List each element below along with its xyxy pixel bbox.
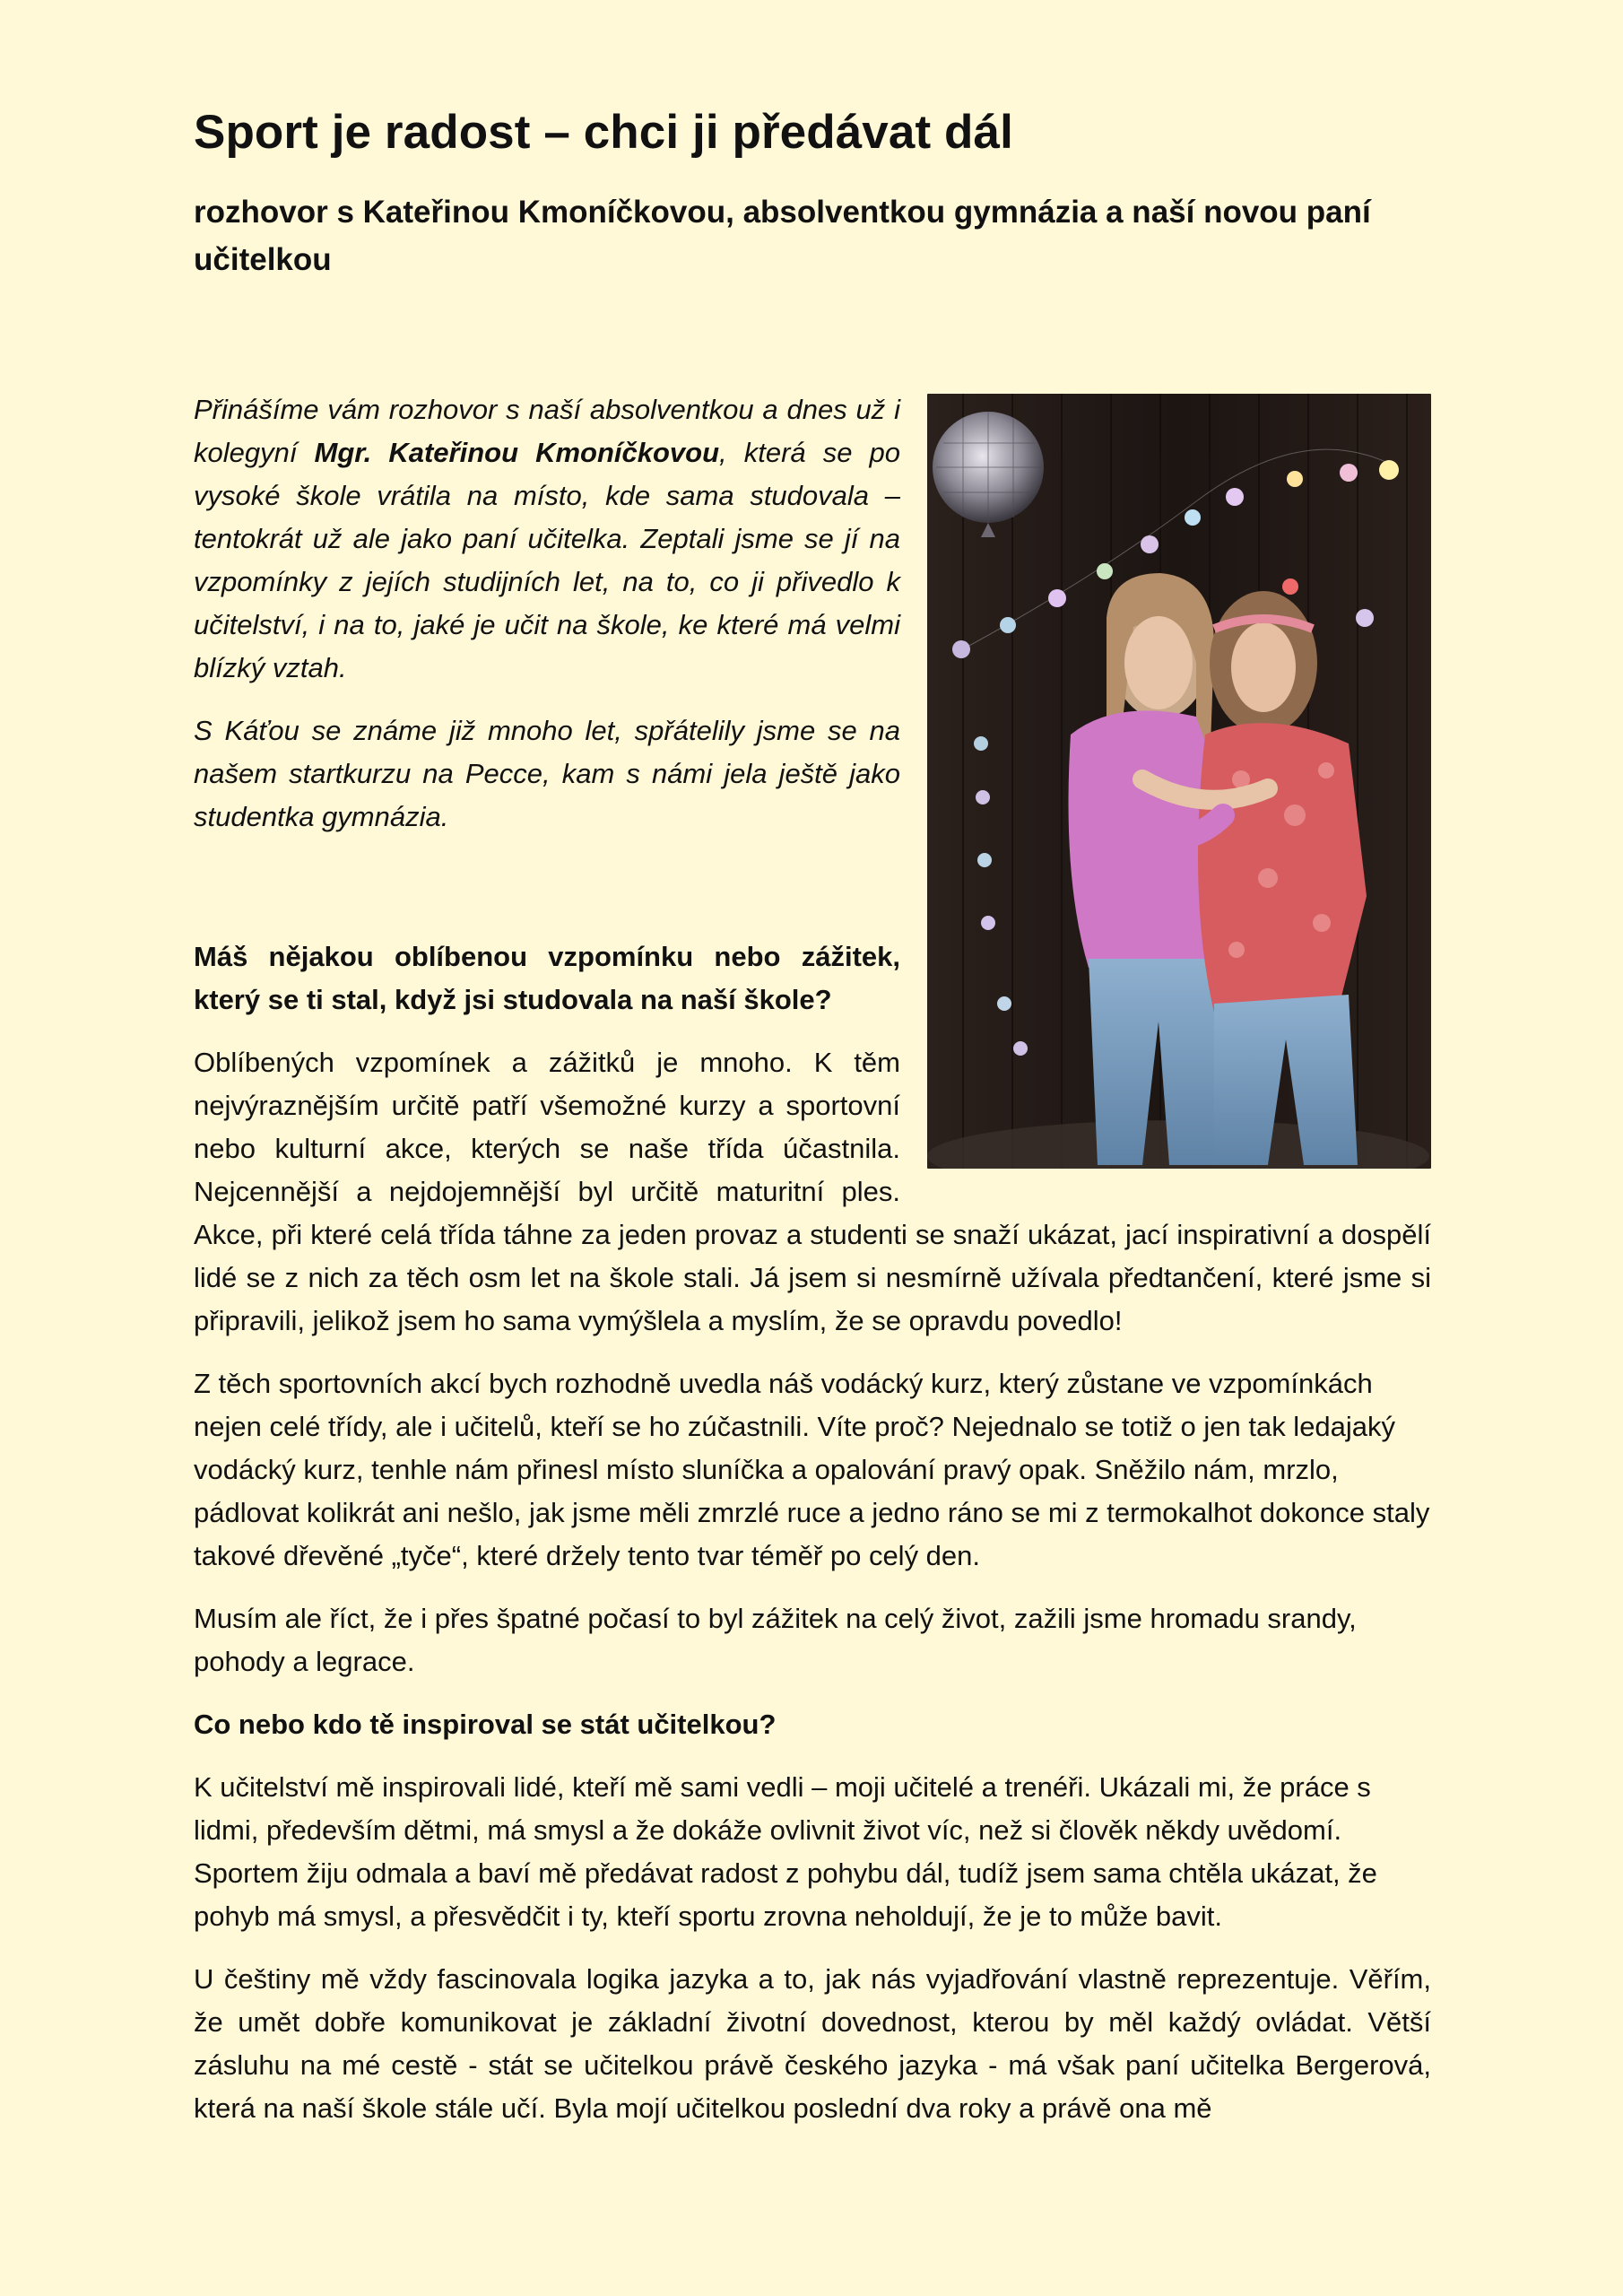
answer-1-paragraph-1: Oblíbených vzpomínek a zážitků je mnoho. K těm nejvýraznějším určitě patří všemožné kurzy a sportovní nebo kulturní akce, kterých se naše třída účastnila. Nejcennější a nejdojemnější byl určitě maturitní ples. Akce, při které celá třída táhne za jeden provaz a studenti se snaží ukázat, jací inspirativní a dospělí lidé se z nich za těch osm let na škole stali. Já jsem si nesmírně užívala předtančení, které jsme si připravili, jelikož jsem ho sama vymýšlela a myslím, že se opravdu povedlo! bbox=[194, 1047, 1431, 1336]
article-subtitle: rozhovor s Kateřinou Kmoníčkovou, absolventkou gymnázia a naší novou paní učitelkou bbox=[194, 195, 1371, 277]
photo-two-women-hugging bbox=[927, 394, 1431, 1169]
answer-2-paragraph-1: K učitelství mě inspirovali lidé, kteří mě sami vedli – moji učitelé a trenéři. Ukázali mi, že práce s lidmi, především dětmi, má smysl a že dokáže ovlivnit život víc, než si člověk někdy uvědomí. Sportem žiju odmala a baví mě předávat radost z pohybu dál, tudíž jsem sama chtěla ukázat, že pohyb má smysl, a přesvědčit i ty, kteří sportu zrovna neholdují, že je to může bavit. bbox=[194, 1771, 1377, 1932]
intro-p1-start: Přinášíme vám rozhovor s naší absolventkou a dnes už i kolegyní bbox=[194, 394, 900, 468]
photo-illustration bbox=[927, 394, 1431, 1169]
intro-p1-end: , která se po vysoké škole vrátila na místo, kde sama studovala – tentokrát už ale jako paní učitelka. Zeptali jsme se jí na vzpomínky z jejích studijních let, na to, co ji přivedlo k učitelství, i na to, jaké je učit na škole, ke které má velmi blízký vztah. bbox=[194, 437, 900, 683]
answer-1-paragraph-3: Musím ale říct, že i přes špatné počasí to byl zážitek na celý život, zažili jsme hromadu srandy, pohody a legrace. bbox=[194, 1603, 1357, 1677]
article-title: Sport je radost – chci ji předávat dál bbox=[194, 106, 1013, 159]
answer-2-paragraph-2: U češtiny mě vždy fascinovala logika jazyka a to, jak nás vyjadřování vlastně reprezentuje. Věřím, že umět dobře komunikovat je základní životní dovednost, kterou by měl každý ovládat. Větší zásluhu na mé cestě - stát se učitelkou právě českého jazyka - má však paní učitelka Bergerová, která na naší škole stále učí. Byla mojí učitelkou poslední dva roky a právě ona mě bbox=[194, 1963, 1431, 2124]
article bbox=[194, 97, 1431, 2150]
answer-1-paragraph-2: Z těch sportovních akcí bych rozhodně uvedla náš vodácký kurz, který zůstane ve vzpomínkách nejen celé třídy, ale i učitelů, kteří se ho zúčastnili. Víte proč? Nejednalo se totiž o jen tak ledajaký vodácký kurz, tenhle nám přinesl místo sluníčka a opalování pravý opak. Sněžilo nám, mrzlo, pádlovat kolikrát ani nešlo, jak jsme měli zmrzlé ruce a jedno ráno se mi z termokalhot dokonce staly takové dřevěné „tyče“, které držely tento tvar téměř po celý den. bbox=[194, 1368, 1430, 1571]
teacher-name: Mgr. Kateřinou Kmoníčkovou bbox=[314, 437, 720, 468]
question-1: Máš nějakou oblíbenou vzpomínku nebo zážitek, který se ti stal, když jsi studovala na naší škole? bbox=[194, 941, 900, 1015]
intro-paragraph-2: S Káťou se známe již mnoho let, spřátelily jsme se na našem startkurzu na Pecce, kam s námi jela ještě jako studentka gymnázia. bbox=[194, 715, 900, 832]
intro-section bbox=[194, 388, 1431, 2130]
question-2: Co nebo kdo tě inspiroval se stát učitelkou? bbox=[194, 1709, 777, 1740]
